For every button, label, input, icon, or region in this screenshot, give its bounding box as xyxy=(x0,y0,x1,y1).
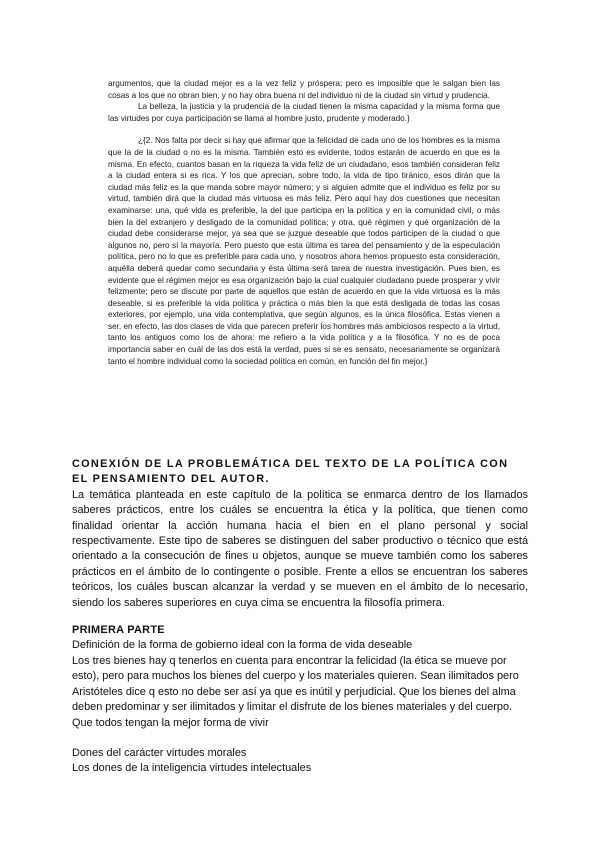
text-line: Los dones de la inteligencia virtudes intelectuales xyxy=(72,762,312,775)
main-text xyxy=(72,457,528,777)
text-line: Definición de la forma de gobierno ideal con la forma de vida deseable xyxy=(72,639,413,652)
section-heading: CONEXIÓN DE LA PROBLEMÁTICA DEL TEXTO DE LA POLÍTICA CON EL PENSAMIENTO DEL AUTOR. xyxy=(72,458,509,486)
text-line: Que todos tengan la mejor forma de vivir xyxy=(72,716,269,729)
quote-paragraph-2: La belleza, la justicia y la prudencia de la ciudad tienen la misma capacidad y la misma forma que las virtudes por cuya participación se llama al hombre justo, prudente y moderado.} xyxy=(108,102,500,123)
part-title: PRIMERA PARTE xyxy=(72,624,165,637)
quote-paragraph-3: ¿{2. Nos falta por decir si hay que afirmar que la felicidad de cada uno de los hombres es la misma que la de la ciudad o no es la misma. También esto es evidente, todos estarán de acuerdo en que es la misma. En efecto, cuantos basan en la riqueza la vida feliz de un ciudadano, esos también consideran feliz a la ciudad entera si es rica. Y los que aprecian, sobre todo, la vida de tipo tiránico, esos dirán que la ciudad más feliz es la que manda sobre mayor número; y si alguien admite que el individuo es feliz por su virtud, también dirá que la ciudad más virtuosa es más feliz. Pero aquí hay dos cuestiones que necesitan examinarse: una, qué vida es preferible, la del que participa en la política y en la comunidad civil, o más bien la del extranjero y desligado de la comunidad política; y otra, qué régimen y qué organización de la ciudad debe considerarse mejor, ya sea que se juzgue deseable que todos participen de la ciudad o que algunos no, pero sí la mayoría. Pero puesto que esta última es tarea del pensamiento y de la especulación política, pero no lo que es preferible para cada uno, y nosotros ahora hemos propuesto esta consideración, aquélla deberá quedar como secundaria y ésta última será tarea de nuestra investigación. Pues bien, es evidente que el régimen mejor es esa organización bajo la cual cualquier ciudadano puede prosperar y vivir felizmente; pero se discute por parte de aquellos que están de acuerdo en que la vida virtuosa es la más deseable, si es preferible la vida política y práctica o más bien la que está desligada de todas las cosas exteriores, por ejemplo, una vida contemplativa, que según algunos, es la única filosófica. Estas vienen a ser, en efecto, las dos clases de vida que parecen preferir los hombres más ambiciosos respecto a la virtud, tanto los antiguos como los de ahora: me refiero a la vida política y a la filosófica. Y no es de poca importancia saber en cuál de las dos está la verdad, pues si se es sensato, necesariamente se organizará tanto el hombre individual como la sociedad política en común, en función del fin mejor.} xyxy=(108,136,500,366)
intro-paragraph: La temática planteada en este capítulo de la política se enmarca dentro de los llamados saberes prácticos, entre los cuáles se encuentra la ética y la política, que tienen como finalidad orientar la acción humana hacia el bien en el plano personal y social respectivamente. Este tipo de saberes se distinguen del saber productivo o técnico que está orientado a la consecución de fines u objetos, aunque se mueve también como los saberes prácticos en el ámbito de lo contingente o posible. Frente a ellos se encuentran los saberes teóricos, los cuáles buscan alcanzar la verdad y se mueven en el ámbito de lo necesario, siendo los saberes superiores en cuya cima se encuentra la filosofía primera. xyxy=(72,488,528,609)
text-paragraph: Los tres bienes hay q tenerlos en cuenta para encontrar la felicidad (la ética se mueve por esto), pero para muchos los bienes del cuerpo y los materiales quieren. Sean ilimitados pero Aristóteles dice q esto no debe ser así ya que es inútil y perjudicial. Que los bienes del alma deben predominar y ser ilimitados y limitar el disfrute de los bienes materiales y del cuerpo. xyxy=(72,654,519,714)
text-line: Dones del carácter virtudes morales xyxy=(72,746,247,759)
quote-paragraph-1: argumentos, que la ciudad mejor es a la vez feliz y próspera; pero es imposible que le salgan bien las cosas a los que no obran bien, y no hay obra buena ni del individuo ni de la ciudad sin virtud y prudencia. xyxy=(108,79,500,100)
quoted-excerpt xyxy=(108,78,500,367)
